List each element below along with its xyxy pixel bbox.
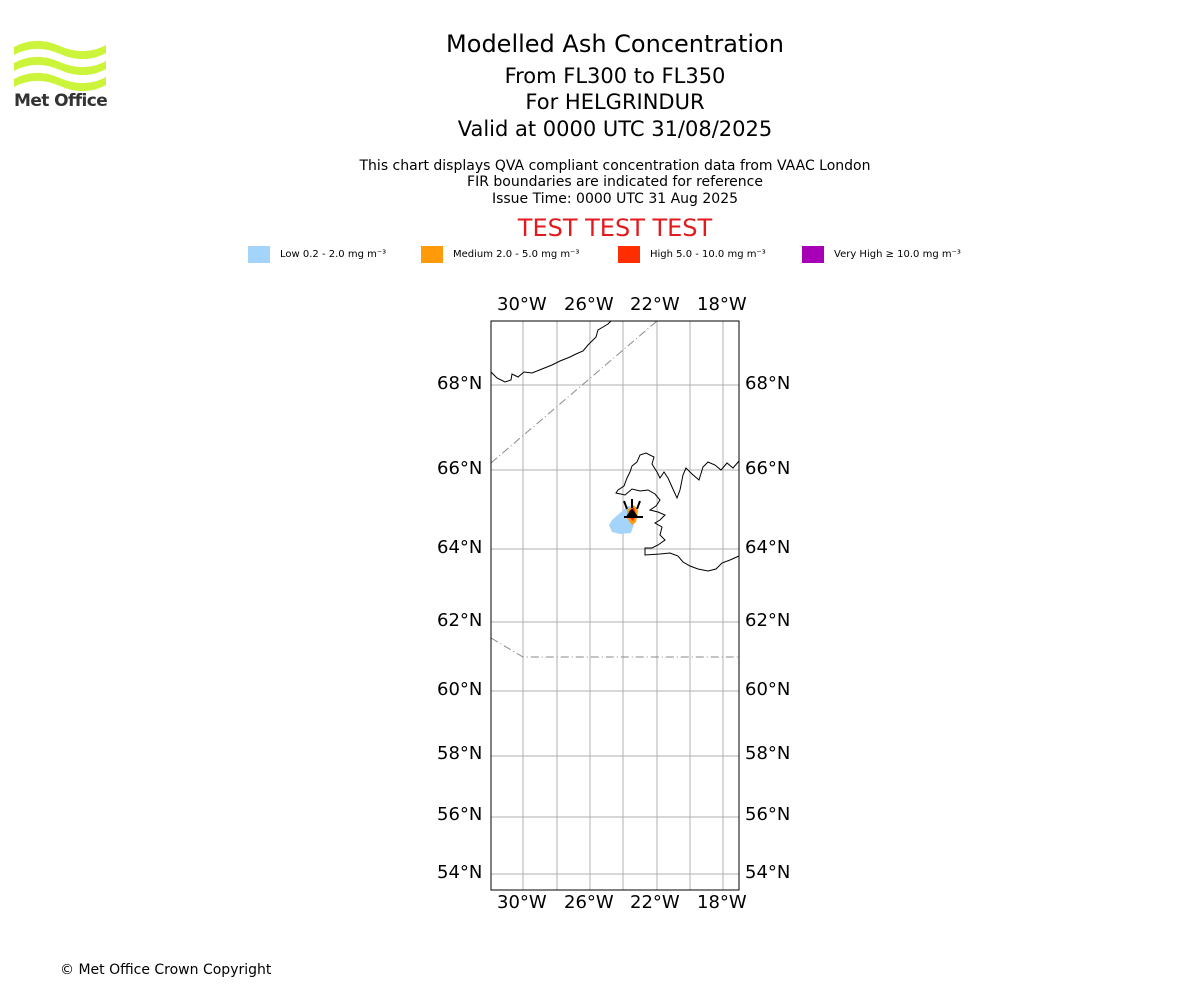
legend-label-high: High 5.0 - 10.0 mg m⁻³ (650, 248, 766, 260)
lat-label-left-58n: 58°N (437, 743, 483, 764)
volcano-name: For HELGRINDUR (525, 90, 705, 114)
lat-label-left-66n: 66°N (437, 458, 483, 479)
legend-label-very-high: Very High ≥ 10.0 mg m⁻³ (834, 248, 961, 260)
lon-label-top-22w: 22°W (630, 294, 680, 315)
lat-label-left-54n: 54°N (437, 862, 483, 883)
lat-label-right-62n: 62°N (745, 610, 791, 631)
legend-label-low: Low 0.2 - 2.0 mg m⁻³ (280, 248, 387, 260)
lat-label-right-64n: 64°N (745, 537, 791, 558)
lon-label-top-18w: 18°W (697, 294, 747, 315)
logo-text: Met Office (14, 91, 108, 111)
legend-label-medium: Medium 2.0 - 5.0 mg m⁻³ (453, 248, 580, 260)
issue-time: Issue Time: 0000 UTC 31 Aug 2025 (491, 191, 739, 207)
lon-label-bottom-22w: 22°W (630, 892, 680, 913)
graticule (491, 321, 739, 890)
description-line-2: FIR boundaries are indicated for reference (467, 174, 763, 190)
lat-label-left-68n: 68°N (437, 373, 483, 394)
lat-label-right-60n: 60°N (745, 679, 791, 700)
lat-label-left-62n: 62°N (437, 610, 483, 631)
lat-label-left-64n: 64°N (437, 537, 483, 558)
lat-label-right-56n: 56°N (745, 804, 791, 825)
lon-label-bottom-26w: 26°W (564, 892, 614, 913)
lat-label-right-58n: 58°N (745, 743, 791, 764)
lat-label-right-54n: 54°N (745, 862, 791, 883)
fir-boundaries (491, 321, 739, 657)
lon-label-bottom-30w: 30°W (497, 892, 547, 913)
lat-label-left-60n: 60°N (437, 679, 483, 700)
fir-boundary-south (491, 638, 739, 657)
valid-time: Valid at 0000 UTC 31/08/2025 (457, 117, 773, 141)
lat-label-right-68n: 68°N (745, 373, 791, 394)
map-frame (491, 321, 739, 890)
copyright-notice: © Met Office Crown Copyright (60, 962, 272, 978)
lon-label-top-30w: 30°W (497, 294, 547, 315)
lon-label-bottom-18w: 18°W (697, 892, 747, 913)
fir-boundary-northwest (491, 321, 657, 463)
greenland-coastline (491, 321, 611, 382)
flight-level-range: From FL300 to FL350 (504, 64, 726, 88)
lat-label-right-66n: 66°N (745, 458, 791, 479)
chart-title: Modelled Ash Concentration (446, 30, 784, 58)
lat-label-left-56n: 56°N (437, 804, 483, 825)
description-line-1: This chart displays QVA compliant concentration data from VAAC London (359, 158, 871, 174)
test-banner: TEST TEST TEST (517, 214, 713, 242)
lon-label-top-26w: 26°W (564, 294, 614, 315)
